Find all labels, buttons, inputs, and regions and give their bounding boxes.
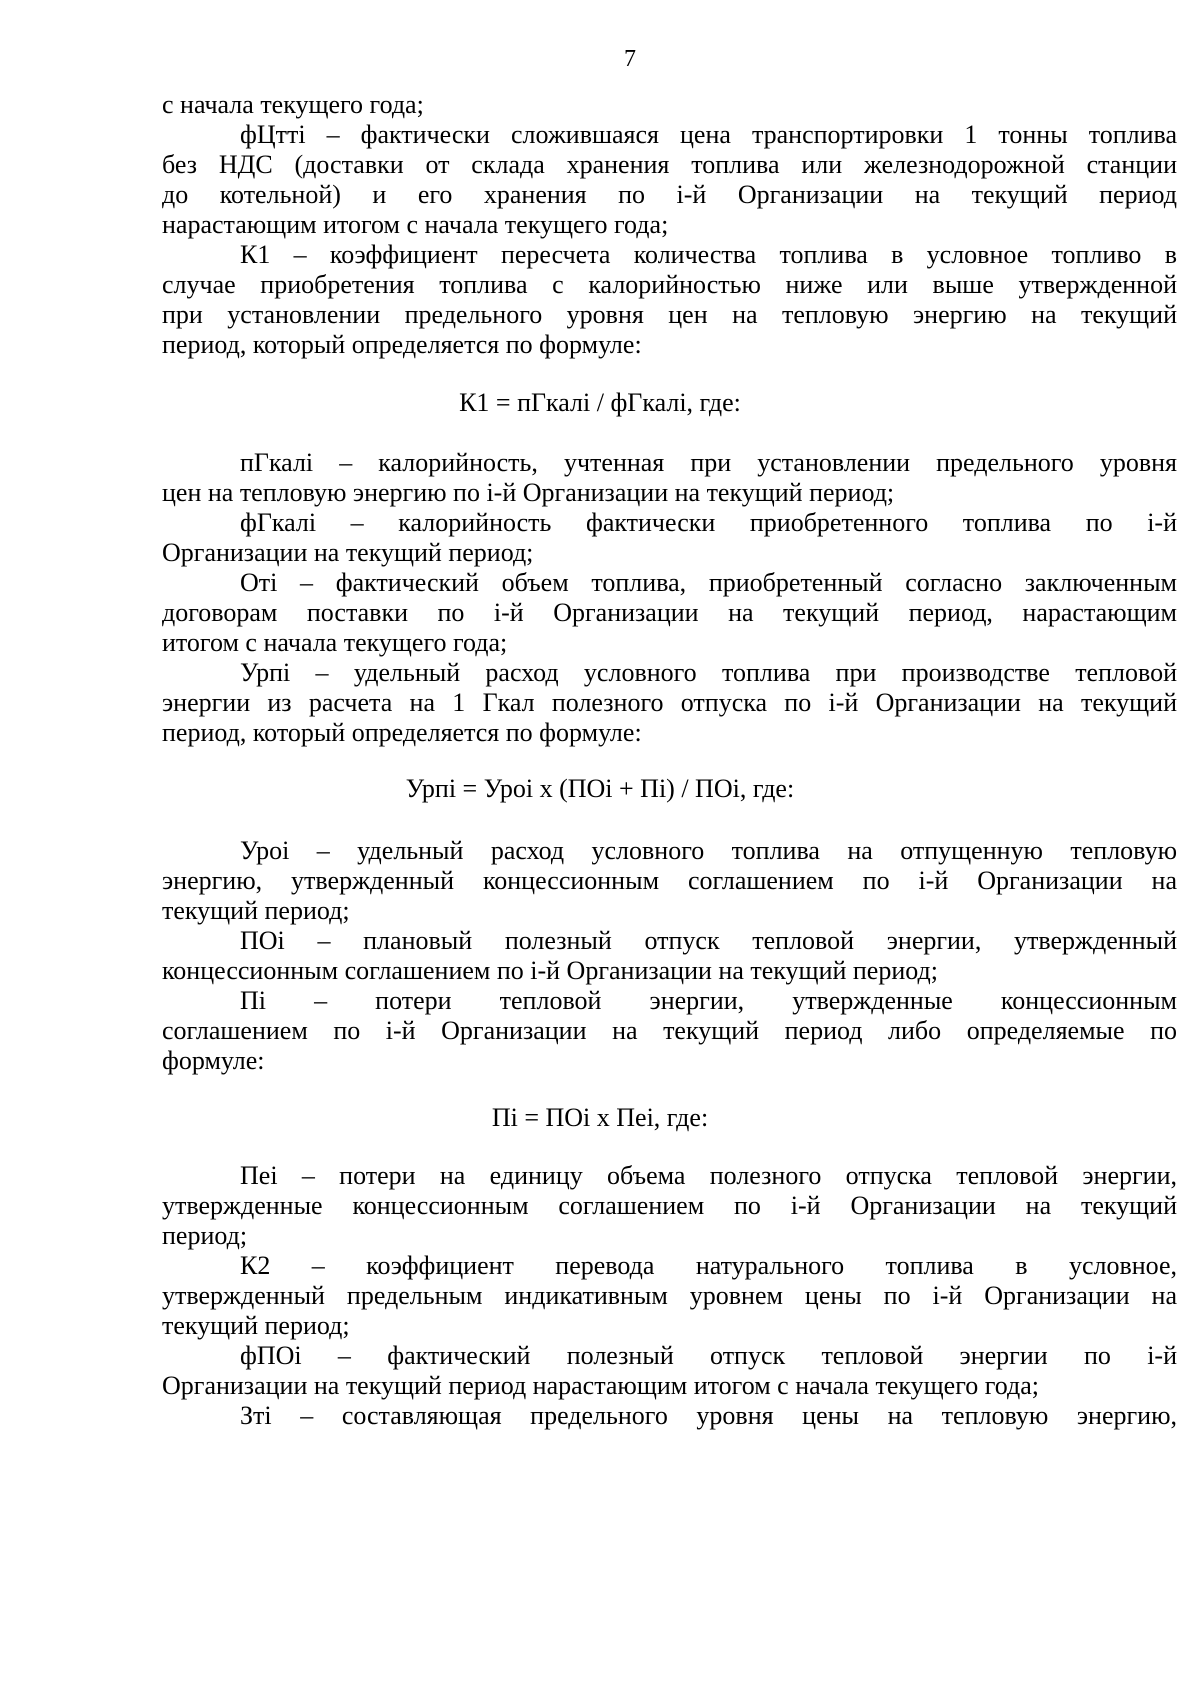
text-line: утвержденный предельным индикативным уровнем цены по i-й Организации на: [162, 1281, 1177, 1310]
text-line: Отi – фактический объем топлива, приобретенный согласно заключенным: [240, 568, 1177, 597]
formula-k1: К1 = пГкалi / фГкалi, где:: [459, 388, 741, 417]
text-line: Уроi – удельный расход условного топлива на отпущенную тепловую: [240, 836, 1177, 865]
text-line: период, который определяется по формуле:: [162, 330, 642, 359]
text-line: фЦттi – фактически сложившаяся цена транспортировки 1 тонны топлива: [240, 120, 1177, 149]
formula-p: Пi = ПОi х Пеi, где:: [491, 1103, 709, 1132]
text-line: формуле:: [162, 1046, 265, 1075]
text-line: фГкалi – калорийность фактически приобретенного топлива по i-й: [240, 508, 1177, 537]
text-line: при установлении предельного уровня цен на тепловую энергию на текущий: [162, 300, 1177, 329]
text-line: период;: [162, 1221, 248, 1250]
text-line: Организации на текущий период нарастающим итогом с начала текущего года;: [162, 1371, 1039, 1400]
text-line: фПОi – фактический полезный отпуск тепловой энергии по i-й: [240, 1341, 1177, 1370]
page-number: 7: [624, 46, 636, 72]
text-line: договорам поставки по i-й Организации на текущий период, нарастающим: [162, 598, 1177, 627]
text-line: текущий период;: [162, 896, 350, 925]
text-line: с начала текущего года;: [162, 90, 424, 119]
text-line: Пi – потери тепловой энергии, утвержденные концессионным: [240, 986, 1177, 1015]
text-line: Организации на текущий период;: [162, 538, 534, 567]
text-line: пГкалi – калорийность, учтенная при установлении предельного уровня: [240, 448, 1177, 477]
text-line: Урпi – удельный расход условного топлива при производстве тепловой: [240, 658, 1177, 687]
text-line: период, который определяется по формуле:: [162, 718, 642, 747]
text-line: без НДС (доставки от склада хранения топлива или железнодорожной станции: [162, 150, 1177, 179]
formula-urp: Урпi = Уроi х (ПОi + Пi) / ПОi, где:: [405, 774, 795, 803]
text-line: нарастающим итогом с начала текущего года;: [162, 210, 669, 239]
text-line: К1 – коэффициент пересчета количества топлива в условное топливо в: [240, 240, 1177, 269]
text-line: энергии из расчета на 1 Гкал полезного отпуска по i-й Организации на текущий: [162, 688, 1177, 717]
text-line: энергию, утвержденный концессионным соглашением по i-й Организации на: [162, 866, 1177, 895]
text-line: ПОi – плановый полезный отпуск тепловой энергии, утвержденный: [240, 926, 1177, 955]
text-line: соглашением по i-й Организации на текущий период либо определяемые по: [162, 1016, 1177, 1045]
text-line: утвержденные концессионным соглашением по i-й Организации на текущий: [162, 1191, 1177, 1220]
text-line: итогом с начала текущего года;: [162, 628, 508, 657]
text-line: случае приобретения топлива с калорийностью ниже или выше утвержденной: [162, 270, 1177, 299]
text-line: Пеi – потери на единицу объема полезного отпуска тепловой энергии,: [240, 1161, 1177, 1190]
text-line: концессионным соглашением по i-й Организации на текущий период;: [162, 956, 938, 985]
text-line: Зтi – составляющая предельного уровня цены на тепловую энергию,: [240, 1401, 1177, 1430]
text-line: цен на тепловую энергию по i-й Организации на текущий период;: [162, 478, 895, 507]
text-line: до котельной) и его хранения по i-й Организации на текущий период: [162, 180, 1177, 209]
text-line: текущий период;: [162, 1311, 350, 1340]
text-line: К2 – коэффициент перевода натурального топлива в условное,: [240, 1251, 1177, 1280]
